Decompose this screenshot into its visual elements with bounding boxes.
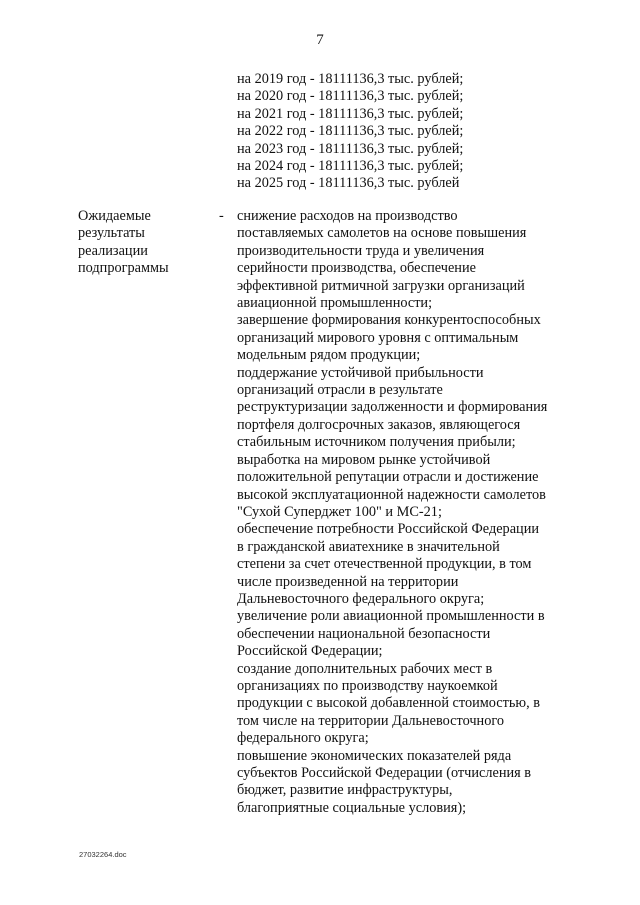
result-line: "Сухой Суперджет 100" и МС-21; (237, 503, 442, 520)
result-line: создание дополнительных рабочих мест в (237, 660, 493, 677)
funding-list (237, 71, 463, 193)
section-label-line: Ожидаемые (78, 208, 151, 224)
result-line: увеличение роли авиационной промышленности в (237, 608, 545, 625)
result-line: организациях по производству наукоемкой (237, 677, 498, 694)
page-number: 7 (316, 32, 324, 48)
document-filename: 27032264.doc (79, 850, 127, 859)
result-line: продукции с высокой добавленной стоимостью, в (237, 695, 541, 712)
result-line: серийности производства, обеспечение (237, 260, 476, 277)
result-line: бюджет, развитие инфраструктуры, (237, 782, 453, 799)
result-line: поставляемых самолетов на основе повышения (237, 225, 527, 242)
section-label-line: подпрограммы (78, 260, 169, 277)
result-line: числе произведенной на территории (237, 573, 459, 590)
result-line: обеспечение потребности Российской Федерации (237, 521, 540, 538)
section-label (78, 208, 198, 278)
funding-line: на 2020 год - 18111136,3 тыс. рублей; (237, 88, 464, 105)
funding-line: на 2025 год - 18111136,3 тыс. рублей (237, 175, 460, 192)
result-line: положительной репутации отрасли и достижение (237, 469, 539, 486)
result-line: поддержание устойчивой прибыльности (237, 364, 484, 381)
result-line: модельным рядом продукции; (237, 347, 421, 364)
result-line: выработка на мировом рынке устойчивой (237, 451, 491, 468)
result-line: федерального округа; (237, 730, 369, 747)
result-line: степени за счет отечественной продукции, в том (237, 556, 532, 573)
result-line: организаций мирового уровня с оптимальным (237, 329, 519, 346)
result-line: в гражданской авиатехнике в значительной (237, 538, 500, 555)
result-line: организаций отрасли в результате (237, 382, 443, 399)
funding-line: на 2023 год - 18111136,3 тыс. рублей; (237, 140, 464, 157)
result-line: стабильным источником получения прибыли; (237, 434, 516, 451)
funding-line: на 2019 год - 18111136,3 тыс. рублей; (237, 71, 464, 87)
result-line: повышение экономических показателей ряда (237, 747, 512, 764)
expected-results-text (237, 208, 577, 817)
funding-line: на 2022 год - 18111136,3 тыс. рублей; (237, 123, 464, 140)
result-line: производительности труда и увеличения (237, 242, 485, 259)
result-line: высокой эксплуатационной надежности самолетов (237, 486, 546, 503)
result-line: реструктуризации задолженности и формирования (237, 399, 548, 416)
result-line: эффективной ритмичной загрузки организаций (237, 277, 525, 294)
result-line: портфеля долгосрочных заказов, являющегося (237, 416, 521, 433)
result-line: Российской Федерации; (237, 643, 383, 660)
result-line: завершение формирования конкурентоспособных (237, 312, 541, 329)
result-line: обеспечении национальной безопасности (237, 625, 491, 642)
result-line: авиационной промышленности; (237, 295, 433, 312)
result-line: снижение расходов на производство (237, 208, 458, 224)
result-line: субъектов Российской Федерации (отчисления в (237, 765, 532, 781)
result-line: благоприятные социальные условия); (237, 799, 467, 816)
section-dash: - (219, 208, 224, 224)
result-line: том числе на территории Дальневосточного (237, 712, 505, 729)
funding-line: на 2021 год - 18111136,3 тыс. рублей; (237, 105, 464, 122)
section-label-line: реализации (78, 242, 148, 259)
section-label-line: результаты (78, 225, 145, 242)
result-line: Дальневосточного федерального округа; (237, 590, 485, 607)
funding-line: на 2024 год - 18111136,3 тыс. рублей; (237, 158, 464, 175)
